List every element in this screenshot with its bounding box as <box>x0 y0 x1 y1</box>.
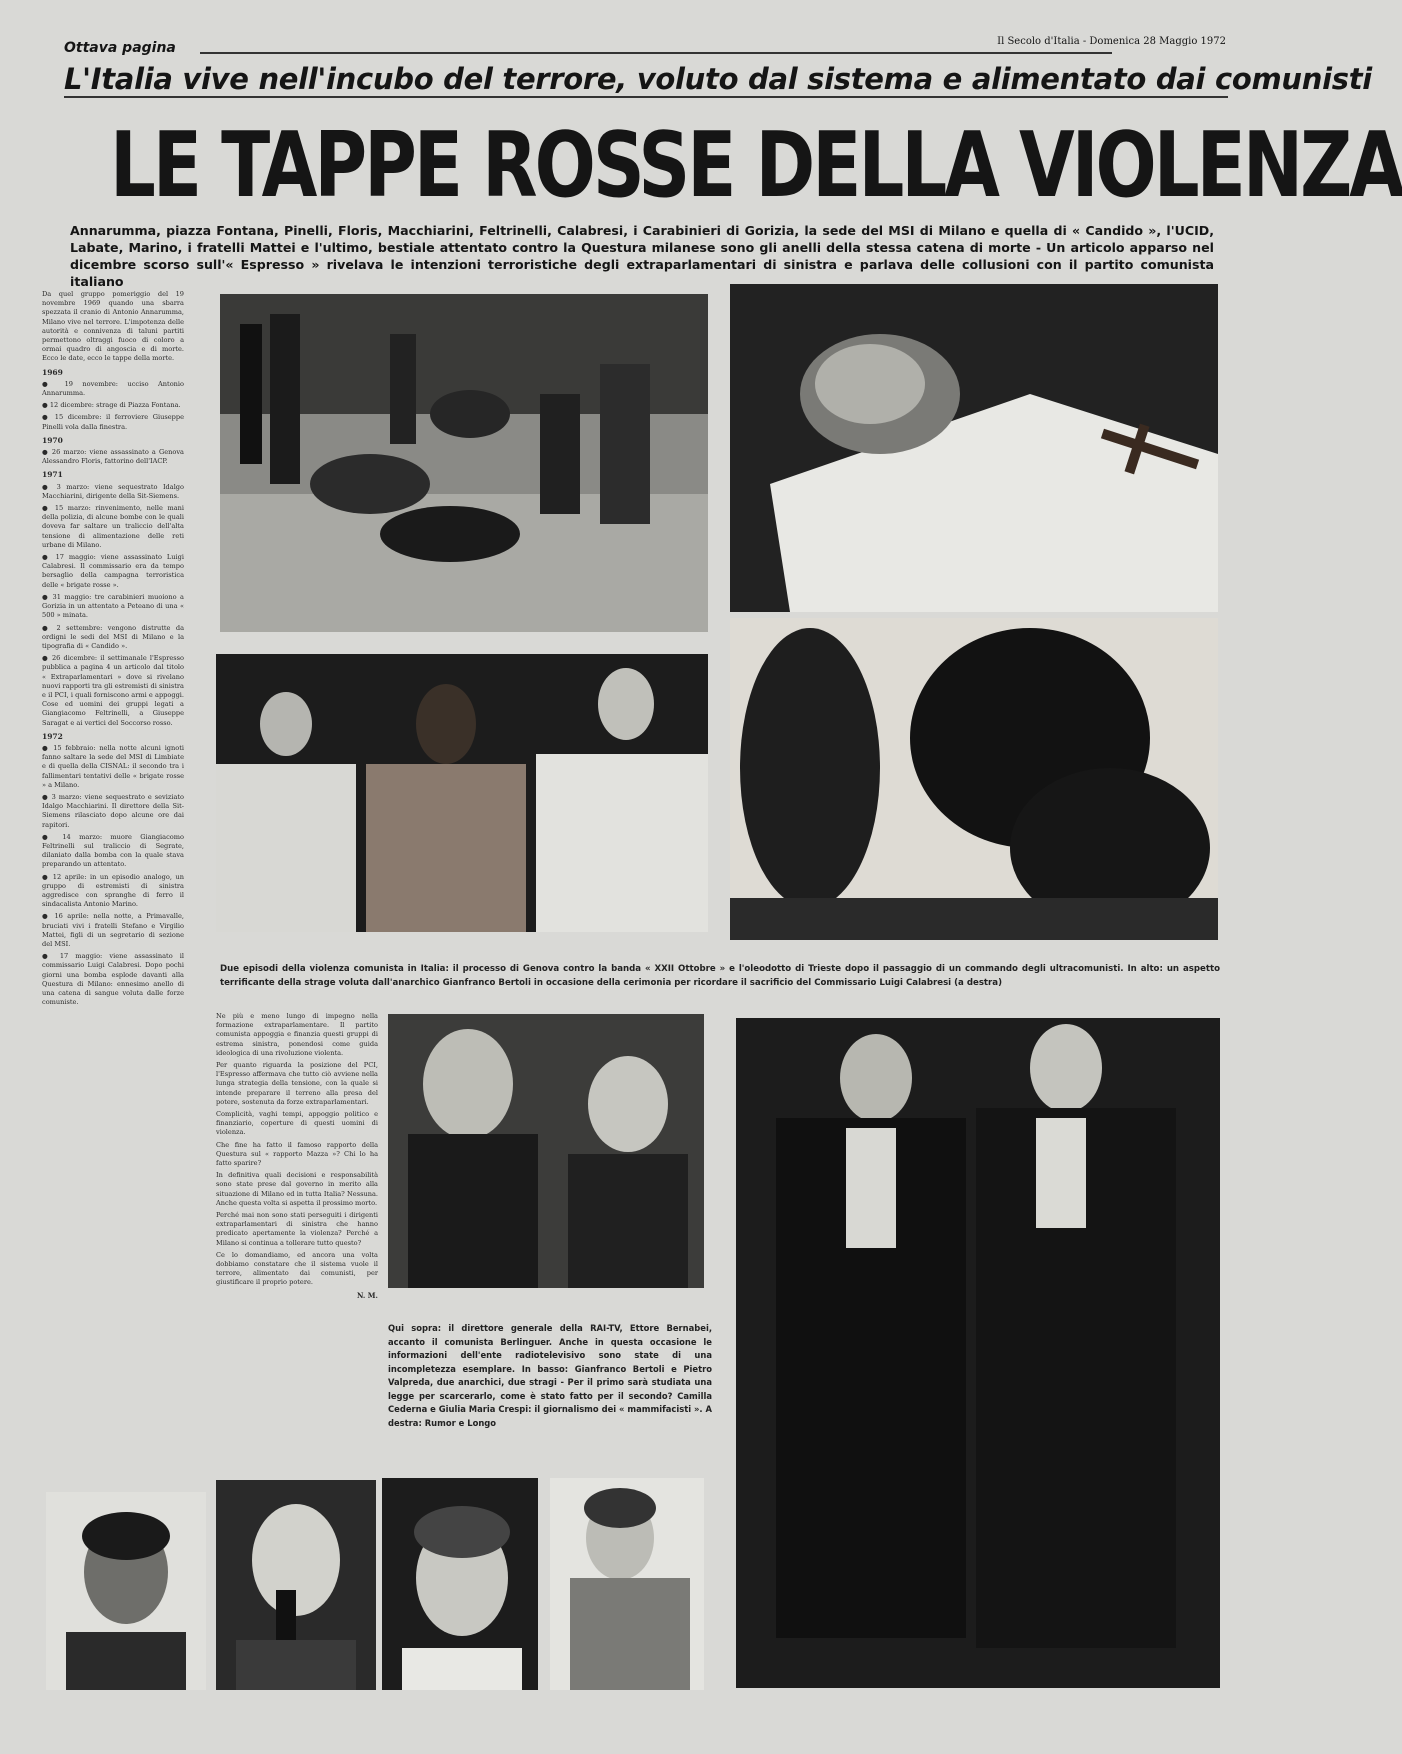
chronology-entry: ● 3 marzo: viene sequestrato Idalgo Macchiarini, dirigente della Sit-Siemens. <box>42 482 184 500</box>
publication-line: Il Secolo d'Italia - Domenica 28 Maggio 1972 <box>997 36 1226 47</box>
chronology-entry: ● 17 maggio: viene assassinato Luigi Calabresi. Il commissario era da tempo bersaglio della campagna terroristica delle « brigate rosse ». <box>42 553 184 589</box>
cederna-portrait-photo <box>382 1478 538 1690</box>
chronology-entry: ● 19 novembre: ucciso Antonio Annarumma. <box>42 379 184 398</box>
chronology-entry: ● 31 maggio: tre carabinieri muoiono a Gorizia in un attentato a Peteano di una « 500 » minata. <box>42 592 184 620</box>
bertoli-portrait-photo <box>46 1492 206 1690</box>
header-rule <box>200 52 1112 54</box>
article-signature: N. M. <box>356 1290 378 1300</box>
crespi-portrait-photo <box>550 1478 704 1690</box>
rumor-longo-photo <box>736 1018 1220 1688</box>
chronology-entry: ● 12 aprile: in un episodio analogo, un gruppo di estremisti di sinistra aggredisce con spranghe di ferro il sindacalista Antonio Marino. <box>42 872 184 909</box>
body-with-crucifix-photo <box>730 284 1218 612</box>
article-paragraph: Ne più e meno lungo di impegno nella formazione extraparlamentare. Il partito comunista appoggia e finanzia questi gruppi di estrema sinistra, ponendosi come guida ideologica di una rivoluzione violenta. <box>216 1012 378 1057</box>
subtitle-rule <box>64 96 1228 98</box>
chronology-entry: ● 2 settembre: vengono distrutte da ordigni le sedi del MSI di Milano e la tipografia di « Candido ». <box>42 623 184 650</box>
article-column <box>216 1012 378 1464</box>
article-paragraph: Ce lo domandiamo, ed ancora una volta dobbiamo constatare che il sistema vuole il terrore, alimentato dai comunisti, per giustificare il proprio potere. <box>216 1250 378 1287</box>
lead-paragraph: Annarumma, piazza Fontana, Pinelli, Floris, Macchiarini, Feltrinelli, Calabresi, i Carabinieri di Gorizia, la sede del MSI di Milano e quella di « Candido », l'UCID, Labate, Marino, i fratelli Mattei e l'ultimo, bestiale attentato contro la Questura milanese sono gli anelli della stessa catena di morte - Un articolo apparso nel dicembre scorso sull'« Espresso » rivelava le intenzioni terroristiche degli extraparlamentari di sinistra e parlava delle collusioni con il partito comunista italiano <box>70 223 1214 289</box>
trial-defendants-photo <box>216 654 708 932</box>
section-label: Ottava pagina <box>64 40 176 56</box>
chronology-entry: ● 15 marzo: rinvenimento, nelle mani della polizia, di alcune bombe con le quali doveva far saltare un traliccio dell'alta tensione di alimentazione delle reti urbane di Milano. <box>42 504 184 549</box>
chronology-entry: ● 12 dicembre: strage di Piazza Fontana. <box>42 401 181 410</box>
chronology-entry: ● 17 maggio: viene assassinato il commissario Luigi Calabresi. Dopo pochi giorni una bomba esplode davanti alla Questura di Milano: ennesimo anello di una catena di sangue voluta dalle forze comuniste. <box>42 952 184 1007</box>
chronology-column <box>42 290 184 1482</box>
article-paragraph: In definitiva quali decisioni e responsabilità sono state prese dal governo in merito alla situazione di Milano ed in tutta Italia? Nessuna. Anche questa volta si aspetta il prossimo morto. <box>216 1171 378 1207</box>
victims-on-street-photo <box>220 294 708 632</box>
subtitle: L'Italia vive nell'incubo del terrore, voluto dal sistema e alimentato dai comunisti <box>64 62 1372 96</box>
photo-caption-middle: Due episodi della violenza comunista in Italia: il processo di Genova contro la banda « XXII Ottobre » e l'oleodotto di Trieste dopo il passaggio di un commando degli ultracomunisti. In alto: un aspetto terrificante della strage voluta dall'anarchico Gianfranco Bertoli in occasione della cerimonia per ricordare il sacrificio del Commissario Luigi Calabresi (a destra) <box>220 964 1220 988</box>
year-heading: 1970 <box>42 435 63 445</box>
year-heading: 1969 <box>42 367 63 377</box>
chronology-entry: ● 16 aprile: nella notte, a Primavalle, bruciati vivi i fratelli Stefano e Virgilio Mattei, figli di un segretario di sezione del MSI. <box>42 912 184 948</box>
year-heading: 1972 <box>42 731 63 741</box>
valpreda-portrait-photo <box>216 1480 376 1690</box>
photo-caption-lower: Qui sopra: il direttore generale della RAI-TV, Ettore Bernabei, accanto il comunista Berlinguer. Anche in questa occasione le informazioni dell'ente radiotelevisivo sono state di una incompletezza esemplare. In basso: Gianfranco Bertoli e Pietro Valpreda, due anarchici, due stragi - Per il primo sarà studiata una legge per scarcerarlo, come è stato fatto per il secondo? Camilla Cederna e Giulia Maria Crespi: il giornalismo dei « mammifacisti ». A destra: Rumor e Longo <box>388 1323 712 1428</box>
year-heading: 1971 <box>42 470 63 480</box>
bernabei-berlinguer-photo <box>388 1014 704 1288</box>
article-paragraph: Perché mai non sono stati perseguiti i dirigenti extraparlamentari di sinistra che hanno predicato apertamente la violenza? Perché a Milano si continua a tollerare tutto questo? <box>216 1211 378 1247</box>
chronology-entry: ● 15 dicembre: il ferroviere Giuseppe Pinelli vola dalla finestra. <box>42 413 184 431</box>
chronology-entry: ● 3 marzo: viene sequestrato e seviziato Idalgo Macchiarini. Il direttore della Sit-Siemens rilasciato dopo alcune ore dai rapitori. <box>42 792 184 829</box>
article-paragraph: Complicità, vaghi tempi, appoggio politico e finanziario, coperture di questi uomini di violenza. <box>216 1110 378 1137</box>
article-paragraph: Che fine ha fatto il famoso rapporto della Questura sul « rapporto Mazza »? Chi lo ha fatto sparire? <box>216 1140 378 1168</box>
pipeline-smoke-photo <box>730 618 1218 940</box>
chronology-entry: ● 15 febbraio: nella notte alcuni ignoti fanno saltare la sede del MSI di Limbiate e di quella della CISNAL: il secondo tra i fallimentari tentativi delle « brigate rosse » a Milano. <box>42 743 184 789</box>
headline: LE TAPPE ROSSE DELLA VIOLENZA <box>110 112 1402 217</box>
chronology-entry: ● 14 marzo: muore Giangiacomo Feltrinelli sul traliccio di Segrate, dilaniato dalla bomba con la quale stava preparando un attentato. <box>42 832 184 869</box>
article-paragraph: Per quanto riguarda la posizione del PCI, l'Espresso affermava che tutto ciò avviene nella lunga strategia della tensione, con la quale si intende preparare il terreno alla presa del potere, sostenuta da forze extraparlamentari. <box>216 1061 378 1106</box>
chronology-intro: Da quel gruppo pomeriggio del 19 novembre 1969 quando una sbarra spezzata il cranio di Antonio Annarumma, Milano vive nel terrore. L'impotenza delle autorità e connivenza di taluni partiti permettono oltraggi fuoco di coloro a ormai quadro di angoscia e di morte. Ecco le date, ecco le tappe della morte. <box>42 290 184 363</box>
chronology-entry: ● 26 marzo: viene assassinato a Genova Alessandro Floris, fattorino dell'IACP. <box>42 448 184 466</box>
chronology-entry: ● 26 dicembre: il settimanale l'Espresso pubblica a pagina 4 un articolo dal titolo « Extraparlamentari » dove si rivelano nuovi rapporti tra gli estremisti di sinistra e il PCI, i quali forniscono armi e appoggi. Cose ed uomini dei gruppi legati a Giangiacomo Feltrinelli, a Giuseppe Saragat e ai vertici del Soccorso rosso. <box>42 654 184 727</box>
